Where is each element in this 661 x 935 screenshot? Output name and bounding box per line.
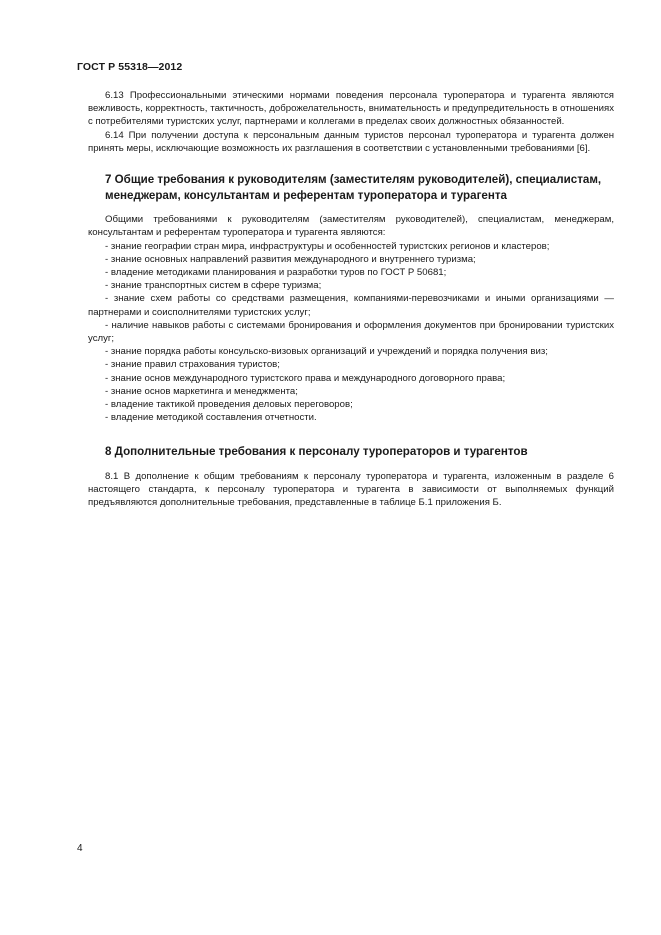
section-8-heading: 8 Дополнительные требования к персоналу туроператоров и турагентов (105, 445, 528, 459)
list-item: - знание транспортных систем в сфере туризма; (105, 280, 322, 292)
document-header: ГОСТ Р 55318—2012 (77, 61, 183, 73)
page-content (88, 89, 614, 510)
list-item: - знание географии стран мира, инфраструктуры и особенностей туристских регионов и кластеров; (105, 240, 550, 252)
paragraph-6-14: 6.14 При получении доступа к персональным данным туристов персонал туроператора и турагента должен принять меры, исключающие возможность их разглашения в соответствии с установленными требованиями [6]. (88, 129, 614, 154)
list-item: - наличие навыков работы с системами бронирования и оформления документов при бронировании туристских услуг; (88, 319, 614, 345)
list-item: - знание основ международного туристского права и международного договорного права; (105, 372, 506, 384)
section-7-heading: 7 Общие требования к руководителям (заместителям руководителей), специалистам, менеджерам, консультантам и референтам туроператора и турагента (105, 173, 602, 202)
section-7-intro: Общими требованиями к руководителям (заместителям руководителей), специалистам, менеджерам, консультантам и референтам туроператора и турагента являются: (88, 214, 614, 239)
list-item: - знание основных направлений развития международного и внутреннего туризма; (105, 253, 476, 265)
list-item: - знание порядка работы консульско-визовых организаций и учреждений и порядка получения виз; (105, 346, 548, 358)
list-item: - знание правил страхования туристов; (105, 359, 280, 371)
list-item: - знание основ маркетинга и менеджмента; (105, 385, 298, 397)
section-7-requirements-list (88, 240, 614, 425)
list-item: - владение методикой составления отчетности. (105, 412, 317, 424)
page-number: 4 (77, 843, 83, 854)
list-item: - знание схем работы со средствами размещения, компаниями-перевозчиками и иными организациями — партнерами и соисполнителями туристских услуг; (88, 293, 614, 318)
paragraph-6-13: 6.13 Профессиональными этическими нормами поведения персонала туроператора и турагента являются вежливость, корректность, тактичность, доброжелательность, внимательность и предупредительность в отношениях с потребителями туристских услуг, партнерами и коллегами в пределах своих должностных обязанностей. (88, 90, 614, 128)
list-item: - владение методиками планирования и разработки туров по ГОСТ Р 50681; (105, 267, 447, 279)
list-item: - владение тактикой проведения деловых переговоров; (105, 399, 353, 411)
paragraph-8-1: 8.1 В дополнение к общим требованиям к персоналу туроператора и турагента, изложенным в разделе 6 настоящего стандарта, к персоналу туроператора и турагента в зависимости от выполняемых функций предъявляются дополнительные требования, представленные в таблице Б.1 приложения Б. (88, 471, 614, 509)
